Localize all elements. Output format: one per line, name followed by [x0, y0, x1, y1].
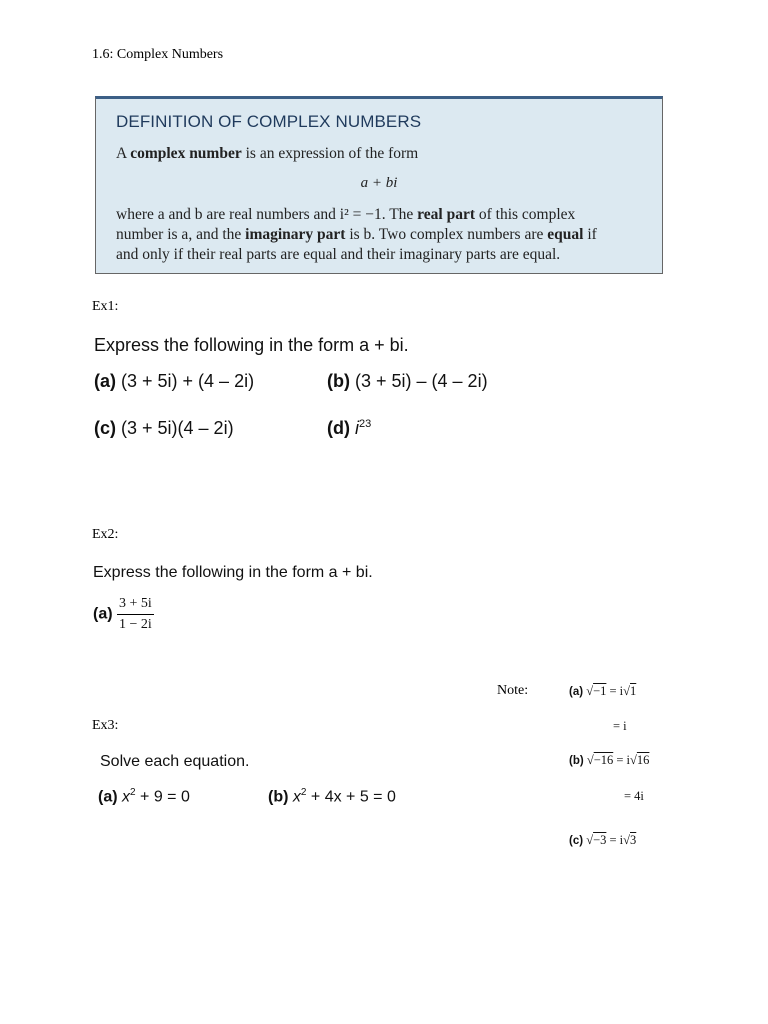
- ex3-part-a-variable: x: [122, 788, 131, 806]
- definition-line-3: [116, 226, 597, 244]
- ex1-part-c-expr: (3 + 5i)(4 – 2i): [121, 418, 234, 438]
- ex1-label: Ex1:: [92, 299, 119, 314]
- definition-line-2-post: of this complex: [475, 206, 576, 223]
- definition-line-1-pre: A: [116, 145, 131, 162]
- definition-title: DEFINITION OF COMPLEX NUMBERS: [116, 112, 422, 131]
- ex1-part-b: [327, 371, 488, 392]
- ex1-part-a-label: (a): [94, 371, 116, 391]
- ex1-part-c-label: (c): [94, 418, 116, 438]
- definition-term-imaginary-part: imaginary part: [245, 226, 346, 243]
- note-b-line-1: [569, 753, 649, 768]
- note-b-line-2: = 4i: [624, 789, 644, 803]
- definition-line-3-pre: number is a, and the: [116, 226, 246, 243]
- ex3-part-b-exponent: 2: [300, 787, 307, 798]
- ex3-part-b: [268, 787, 396, 806]
- note-c-radicand-2: 3: [630, 833, 637, 847]
- ex3-part-b-rest: + 4x + 5 = 0: [306, 788, 396, 806]
- note-b-radicand: −16: [593, 753, 614, 767]
- note-a-line-1: [569, 684, 636, 699]
- definition-line-1-post: is an expression of the form: [241, 145, 419, 162]
- definition-term-complex-number: complex number: [130, 145, 242, 162]
- definition-line-2: [116, 206, 575, 224]
- note-a-radical-sign: √: [586, 684, 594, 698]
- note-b-radicand-2: 16: [636, 753, 650, 767]
- note-label: Note:: [497, 683, 529, 698]
- ex1-part-d: [327, 418, 371, 439]
- note-a-radicand-2: 1: [630, 684, 637, 698]
- note-a-label: (a): [569, 686, 584, 698]
- definition-line-1: [116, 145, 418, 163]
- ex1-part-b-expr: (3 + 5i) – (4 – 2i): [355, 371, 488, 391]
- ex3-part-b-label: (b): [268, 788, 289, 806]
- note-a-line-2: = i: [613, 719, 627, 733]
- definition-line-4: and only if their real parts are equal and their imaginary parts are equal.: [116, 246, 561, 263]
- ex2-label: Ex2:: [92, 527, 119, 542]
- page-title: 1.6: Complex Numbers: [92, 47, 224, 62]
- note-c-label: (c): [569, 835, 584, 847]
- note-c-radical-sign: √: [586, 833, 594, 847]
- ex3-part-a: [98, 787, 190, 806]
- ex1-instruction: Express the following in the form a + bi.: [94, 335, 409, 355]
- note-c-line-1: [569, 833, 636, 848]
- note-a-radicand: −1: [593, 684, 607, 698]
- definition-line-2-pre: where a and b are real numbers and i² = −1. The: [116, 206, 418, 223]
- ex1-part-d-label: (d): [327, 418, 350, 438]
- note-b-equals: = i√: [613, 753, 637, 767]
- definition-term-equal: equal: [547, 226, 584, 243]
- ex1-part-a-expr: (3 + 5i) + (4 – 2i): [121, 371, 255, 391]
- definition-formula: a + bi: [360, 175, 398, 191]
- ex2-instruction: Express the following in the form a + bi.: [93, 564, 373, 581]
- ex1-part-d-base: i: [355, 418, 359, 438]
- note-c-equals: = i√: [606, 833, 631, 847]
- definition-box: [95, 96, 663, 274]
- ex2-part-a-denominator: 1 − 2i: [119, 617, 152, 632]
- ex3-part-a-rest: + 9 = 0: [135, 788, 190, 806]
- note-c-radicand: −3: [593, 833, 607, 847]
- ex3-part-b-variable: x: [292, 788, 301, 806]
- ex1-part-b-label: (b): [327, 371, 350, 391]
- ex2-part-a-numerator: 3 + 5i: [117, 596, 154, 615]
- ex2-part-a: [93, 596, 154, 633]
- ex3-part-a-label: (a): [98, 788, 118, 806]
- definition-line-3-mid: is b. Two complex numbers are: [345, 226, 548, 243]
- note-b-radical-sign: √: [586, 753, 594, 767]
- ex2-part-a-fraction: [117, 596, 154, 633]
- ex1-part-c: [94, 418, 234, 439]
- definition-line-3-post: if: [583, 226, 597, 243]
- ex2-part-a-label: (a): [93, 605, 113, 623]
- ex3-instruction: Solve each equation.: [100, 753, 250, 770]
- definition-term-real-part: real part: [417, 206, 475, 223]
- ex3-label: Ex3:: [92, 718, 119, 733]
- note-b-label: (b): [569, 755, 584, 767]
- ex1-part-a: [94, 371, 254, 392]
- note-a-equals: = i√: [606, 684, 631, 698]
- ex1-part-d-exponent: 23: [359, 418, 372, 430]
- ex3-part-a-exponent: 2: [130, 787, 136, 798]
